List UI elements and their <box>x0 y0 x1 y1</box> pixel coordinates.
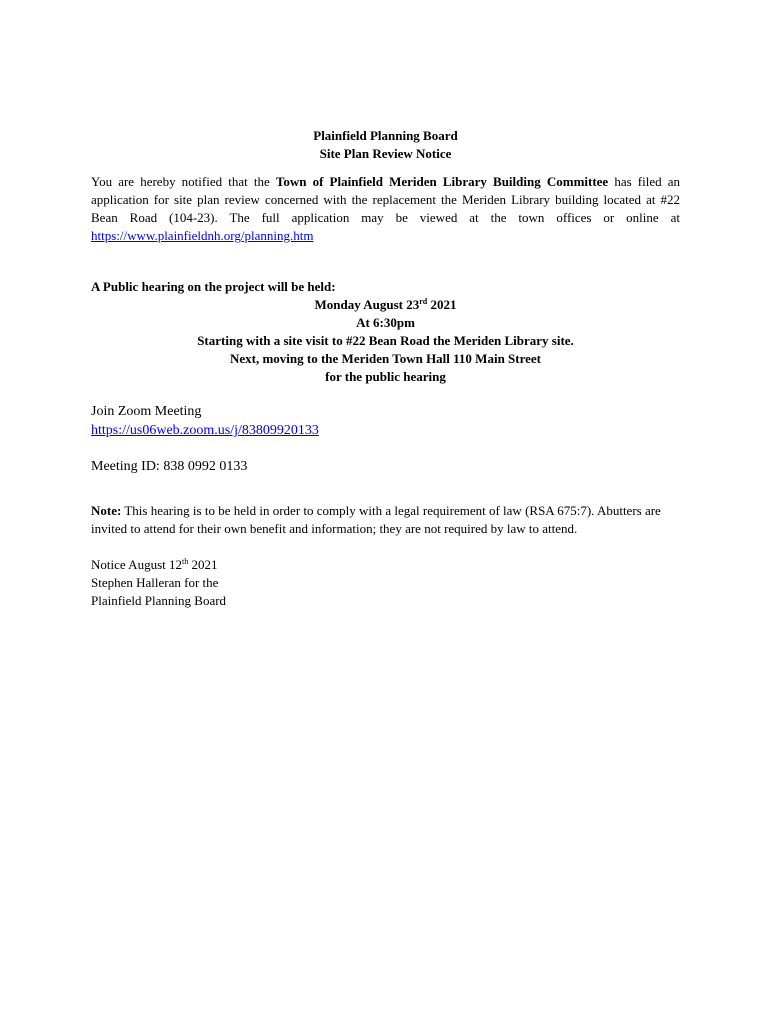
intro-body: has filed an application for site plan review concerned with the replacement the Meriden Library building located at #22 Bean Road (104-23). The full application may be viewed at the town offices or online at <box>91 174 681 225</box>
hearing-date: Monday August 23rd 2021 <box>314 297 457 312</box>
spacer <box>91 245 680 278</box>
date-ordinal: rd <box>419 297 428 306</box>
note-label: Note: <box>91 503 122 518</box>
notice-document <box>91 127 680 610</box>
notice-date-ordinal: th <box>182 557 189 566</box>
spacer <box>91 163 680 173</box>
board-signature-line: Plainfield Planning Board <box>91 593 227 608</box>
intro-paragraph <box>91 173 680 245</box>
zoom-label: Join Zoom Meeting <box>91 404 202 419</box>
note-paragraph <box>91 502 680 538</box>
meeting-id: Meeting ID: 838 0992 0133 <box>91 459 248 474</box>
signer-line: Stephen Halleran for the <box>91 575 219 590</box>
planning-link[interactable]: https://www.plainfieldnh.org/planning.htm <box>91 228 314 243</box>
board-title: Plainfield Planning Board <box>313 128 458 143</box>
notice-date: Notice August 12th 2021 <box>91 557 218 572</box>
notice-title: Site Plan Review Notice <box>319 146 452 161</box>
zoom-link[interactable]: https://us06web.zoom.us/j/83809920133 <box>91 423 319 438</box>
hearing-purpose-line: for the public hearing <box>325 369 446 384</box>
site-visit-line: Starting with a site visit to #22 Bean Road the Meriden Library site. <box>197 333 574 348</box>
spacer <box>91 476 680 502</box>
spacer <box>91 386 680 402</box>
hearing-time: At 6:30pm <box>356 315 415 330</box>
spacer <box>91 538 680 556</box>
spacer <box>91 440 680 457</box>
hearing-heading: A Public hearing on the project will be held: <box>91 279 336 294</box>
zoom-section <box>91 402 680 476</box>
applicant-name: Town of Plainfield Meriden Library Building Committee <box>275 174 609 189</box>
next-location-line: Next, moving to the Meriden Town Hall 110 Main Street <box>229 351 542 366</box>
note-text: This hearing is to be held in order to comply with a legal requirement of law (RSA 675:7). Abutters are invited to attend for their own benefit and information; they are not required by law to attend. <box>91 503 661 536</box>
intro-prefix: You are hereby notified that the <box>91 174 276 189</box>
